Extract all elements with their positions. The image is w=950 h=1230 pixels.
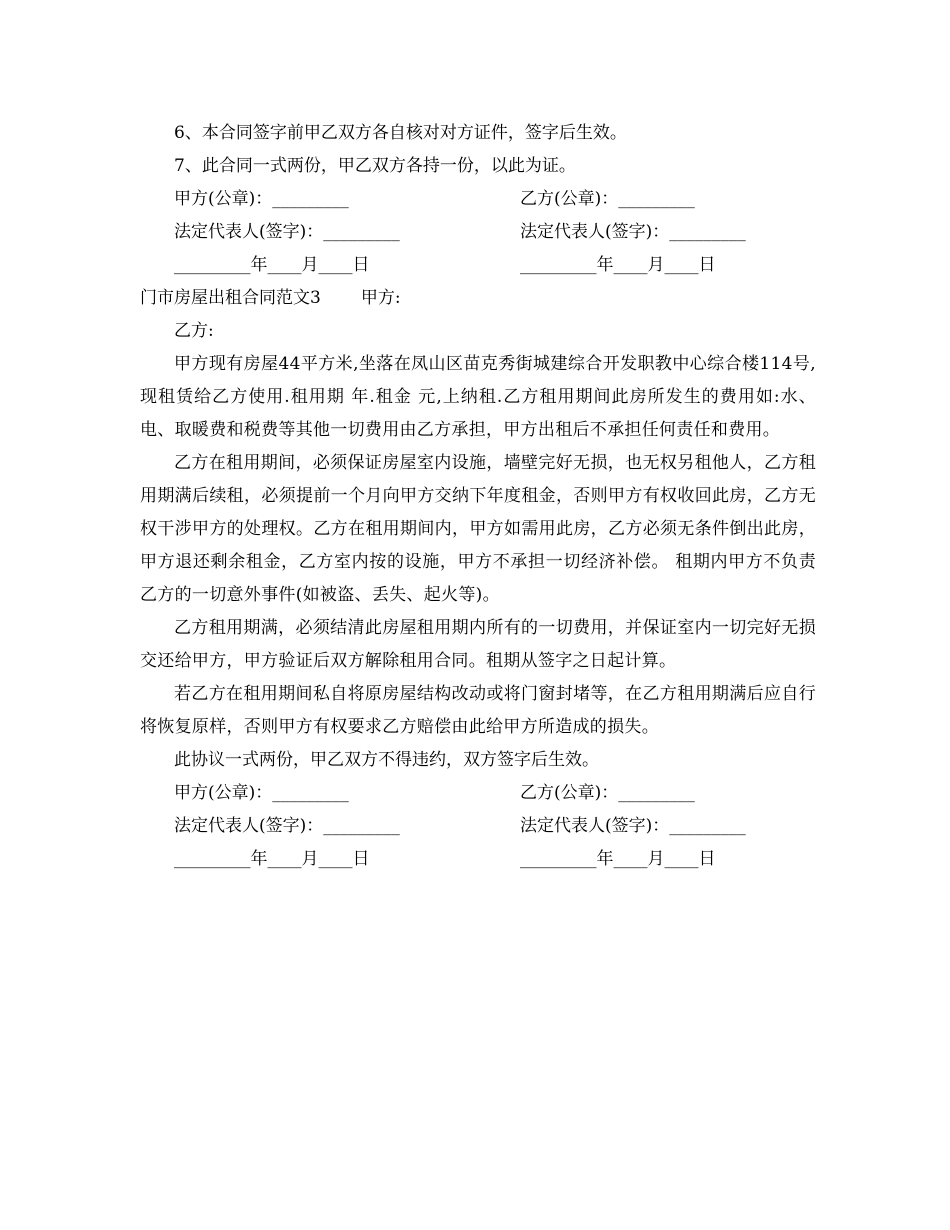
party-b-seal: 乙方(公章)：_________ (520, 189, 695, 209)
contract-paragraph: 乙方租用期满，必须结清此房屋租用期内所有的一切费用，并保证室内一切完好无损交还给甲方，甲方验证后双方解除租用合同。租期从签字之日起计算。 (140, 618, 816, 671)
party-b-representative: 法定代表人(签字)：_________ (520, 222, 746, 242)
contract-paragraph: 甲方现有房屋44平方米,坐落在凤山区苗克秀街城建综合开发职教中心综合楼114号,现租赁给乙方使用.租用期 年.租金 元,上纳租.乙方租用期间此房所发生的费用如:水、电、取暖费和税费等其他一切费用由乙方承担，甲方出租后不承担任何责任和费用。 (140, 354, 816, 440)
signature-rep-row-1 (140, 216, 816, 249)
party-b-label: 乙方: (174, 321, 214, 341)
signature-rep-row-2 (140, 810, 816, 843)
party-b-representative: 法定代表人(签字)：_________ (520, 816, 746, 836)
party-b-date: _________年____月____日 (520, 255, 716, 275)
clause-7: 7、此合同一式两份，甲乙双方各持一份，以此为证。 (174, 156, 576, 176)
signature-date-row-2 (140, 843, 816, 876)
clause-6: 6、本合同签字前甲乙双方各自核对对方证件，签字后生效。 (174, 123, 627, 143)
party-a-representative: 法定代表人(签字)：_________ (174, 222, 400, 242)
signature-date-row-1 (140, 249, 816, 282)
contract-3-heading-row (140, 282, 816, 315)
agreement-clause: 此协议一式两份，甲乙双方不得违约，双方签字后生效。 (174, 750, 599, 770)
contract-paragraph: 若乙方在租用期间私自将原房屋结构改动或将门窗封堵等，在乙方租用期满后应自行将恢复原样，否则甲方有权要求乙方赔偿由此给甲方所造成的损失。 (140, 684, 816, 737)
party-a-representative: 法定代表人(签字)：_________ (174, 816, 400, 836)
party-b-seal: 乙方(公章)：_________ (520, 783, 695, 803)
signature-seal-row-1 (140, 183, 816, 216)
signature-seal-row-2 (140, 777, 816, 810)
party-a-date: _________年____月____日 (174, 255, 370, 275)
party-b-date: _________年____月____日 (520, 849, 716, 869)
party-a-date: _________年____月____日 (174, 849, 370, 869)
contract-paragraph: 乙方在租用期间，必须保证房屋室内设施，墙壁完好无损，也无权另租他人，乙方租用期满后续租，必须提前一个月向甲方交纳下年度租金，否则甲方有权收回此房，乙方无权干涉甲方的处理权。乙方在租用期间内，甲方如需用此房，乙方必须无条件倒出此房，甲方退还剩余租金，乙方室内按的设施，甲方不承担一切经济补偿。 租期内甲方不负责乙方的一切意外事件(如被盗、丢失、起火等)。 (140, 453, 816, 605)
party-a-seal: 甲方(公章)：_________ (174, 783, 349, 803)
document-body (140, 117, 816, 876)
party-a-label: 甲方: (360, 288, 401, 308)
party-a-seal: 甲方(公章)：_________ (174, 189, 349, 209)
contract-3-heading: 门市房屋出租合同范文3 (140, 288, 321, 308)
